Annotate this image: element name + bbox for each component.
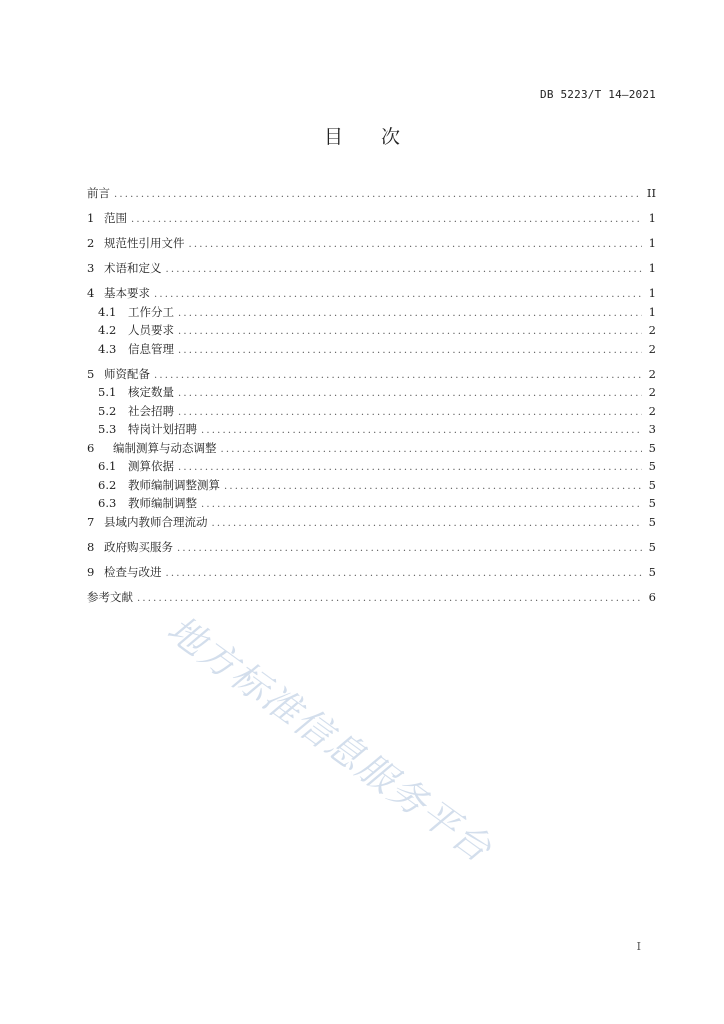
toc-entry-page: 2 (648, 366, 656, 381)
toc-entry-number: 8 (87, 539, 95, 554)
toc-entry-page: 2 (648, 403, 656, 418)
toc-entry-number: 7 (87, 514, 95, 529)
toc-entry[interactable] (87, 420, 656, 439)
toc-entry-label: 教师编制调整 (128, 496, 197, 510)
toc-entry-label: 编制测算与动态调整 (113, 440, 217, 455)
toc-entry-page: 1 (648, 211, 656, 225)
toc-entry-number: 2 (87, 236, 95, 250)
toc-entry[interactable] (87, 303, 656, 322)
toc-entry[interactable] (87, 284, 656, 303)
toc-entry-page: II (646, 186, 656, 200)
toc-dot-leader (166, 565, 643, 584)
toc-dot-leader (201, 422, 642, 441)
toc-entry[interactable] (87, 365, 656, 384)
toc-dot-leader (212, 515, 643, 534)
toc-entry-page: 2 (648, 341, 656, 356)
toc-entry-number: 5.3 (98, 422, 117, 436)
toc-entry[interactable] (87, 457, 656, 476)
toc-entry-number: 1 (87, 211, 95, 225)
toc-entry[interactable] (87, 439, 656, 458)
toc-dot-leader (178, 459, 642, 478)
toc-entry[interactable] (87, 538, 656, 557)
toc-entry[interactable] (87, 184, 656, 203)
page-title (0, 122, 724, 149)
toc-entry-number: 5 (87, 366, 95, 381)
toc-entry-page: 3 (648, 422, 656, 436)
toc-entry-label: 测算依据 (128, 459, 174, 473)
title-char-left: 目 (323, 126, 343, 148)
toc-entry-label: 术语和定义 (104, 261, 162, 275)
table-of-contents (87, 184, 656, 606)
toc-entry-number: 4.1 (98, 304, 117, 319)
toc-entry-number: 6.2 (98, 477, 117, 492)
toc-entry[interactable] (87, 563, 656, 582)
toc-entry[interactable] (87, 209, 656, 228)
toc-entry-number: 6.3 (98, 496, 117, 510)
toc-dot-leader (131, 211, 642, 230)
toc-entry[interactable] (87, 383, 656, 402)
toc-dot-leader (154, 286, 642, 305)
toc-entry-page: 5 (648, 459, 656, 473)
toc-dot-leader (166, 261, 643, 280)
toc-entry-number: 4 (87, 286, 95, 300)
toc-entry-number: 4.2 (98, 323, 117, 337)
toc-dot-leader (178, 385, 642, 404)
toc-dot-leader (137, 590, 642, 609)
toc-entry[interactable] (87, 234, 656, 253)
toc-entry-page: 5 (648, 564, 656, 579)
toc-entry-number: 6.1 (98, 459, 117, 473)
toc-entry-number: 4.3 (98, 341, 117, 356)
toc-entry[interactable] (87, 321, 656, 340)
document-code: DB 5223/T 14—2021 (540, 88, 656, 101)
toc-entry-page: 5 (648, 514, 656, 529)
toc-entry[interactable] (87, 588, 656, 607)
toc-entry-page: 2 (648, 385, 656, 399)
watermark-text: 地方标准信息服务平台 (159, 607, 501, 872)
toc-dot-leader (178, 342, 642, 361)
footer-page-number: I (636, 940, 641, 953)
toc-entry[interactable] (87, 259, 656, 278)
toc-dot-leader (177, 540, 642, 559)
toc-entry-number: 5.2 (98, 403, 117, 418)
toc-dot-leader (178, 323, 642, 342)
toc-dot-leader (224, 478, 642, 497)
toc-entry-label: 教师编制调整测算 (128, 477, 220, 492)
toc-dot-leader (221, 441, 643, 460)
toc-entry-number: 3 (87, 261, 95, 275)
toc-entry[interactable] (87, 494, 656, 513)
toc-entry-label: 特岗计划招聘 (128, 422, 197, 436)
toc-entry-label: 社会招聘 (128, 403, 174, 418)
toc-entry-label: 规范性引用文件 (104, 236, 185, 250)
toc-entry[interactable] (87, 402, 656, 421)
toc-entry-page: 1 (648, 261, 656, 275)
toc-entry-label: 工作分工 (128, 304, 174, 319)
toc-entry-page: 1 (648, 286, 656, 300)
toc-dot-leader (189, 236, 643, 255)
toc-entry-page: 5 (648, 477, 656, 492)
toc-entry-label: 前言 (87, 186, 110, 200)
toc-entry-label: 检查与改进 (104, 564, 162, 579)
toc-entry-label: 基本要求 (104, 286, 150, 300)
toc-entry-page: 1 (648, 236, 656, 250)
toc-dot-leader (201, 496, 642, 515)
toc-dot-leader (178, 404, 642, 423)
toc-entry-page: 1 (648, 304, 656, 319)
toc-entry-number: 6 (87, 440, 95, 455)
toc-entry-label: 参考文献 (87, 589, 133, 604)
toc-entry-number: 5.1 (98, 385, 117, 399)
toc-entry-label: 核定数量 (128, 385, 174, 399)
toc-dot-leader (178, 305, 642, 324)
toc-dot-leader (114, 186, 642, 205)
toc-entry-number: 9 (87, 564, 95, 579)
toc-entry-label: 信息管理 (128, 341, 174, 356)
toc-entry-label: 政府购买服务 (104, 539, 173, 554)
toc-entry-page: 5 (648, 539, 656, 554)
toc-entry[interactable] (87, 340, 656, 359)
toc-entry[interactable] (87, 513, 656, 532)
toc-entry-page: 5 (648, 496, 656, 510)
toc-entry-label: 师资配备 (104, 366, 150, 381)
toc-entry-page: 2 (648, 323, 656, 337)
toc-entry-label: 县域内教师合理流动 (104, 514, 208, 529)
toc-entry-label: 范围 (104, 211, 127, 225)
toc-entry-page: 6 (648, 589, 656, 604)
toc-dot-leader (154, 367, 642, 386)
title-char-right: 次 (381, 126, 401, 148)
toc-entry-label: 人员要求 (128, 323, 174, 337)
toc-entry-page: 5 (648, 440, 656, 455)
toc-entry[interactable] (87, 476, 656, 495)
